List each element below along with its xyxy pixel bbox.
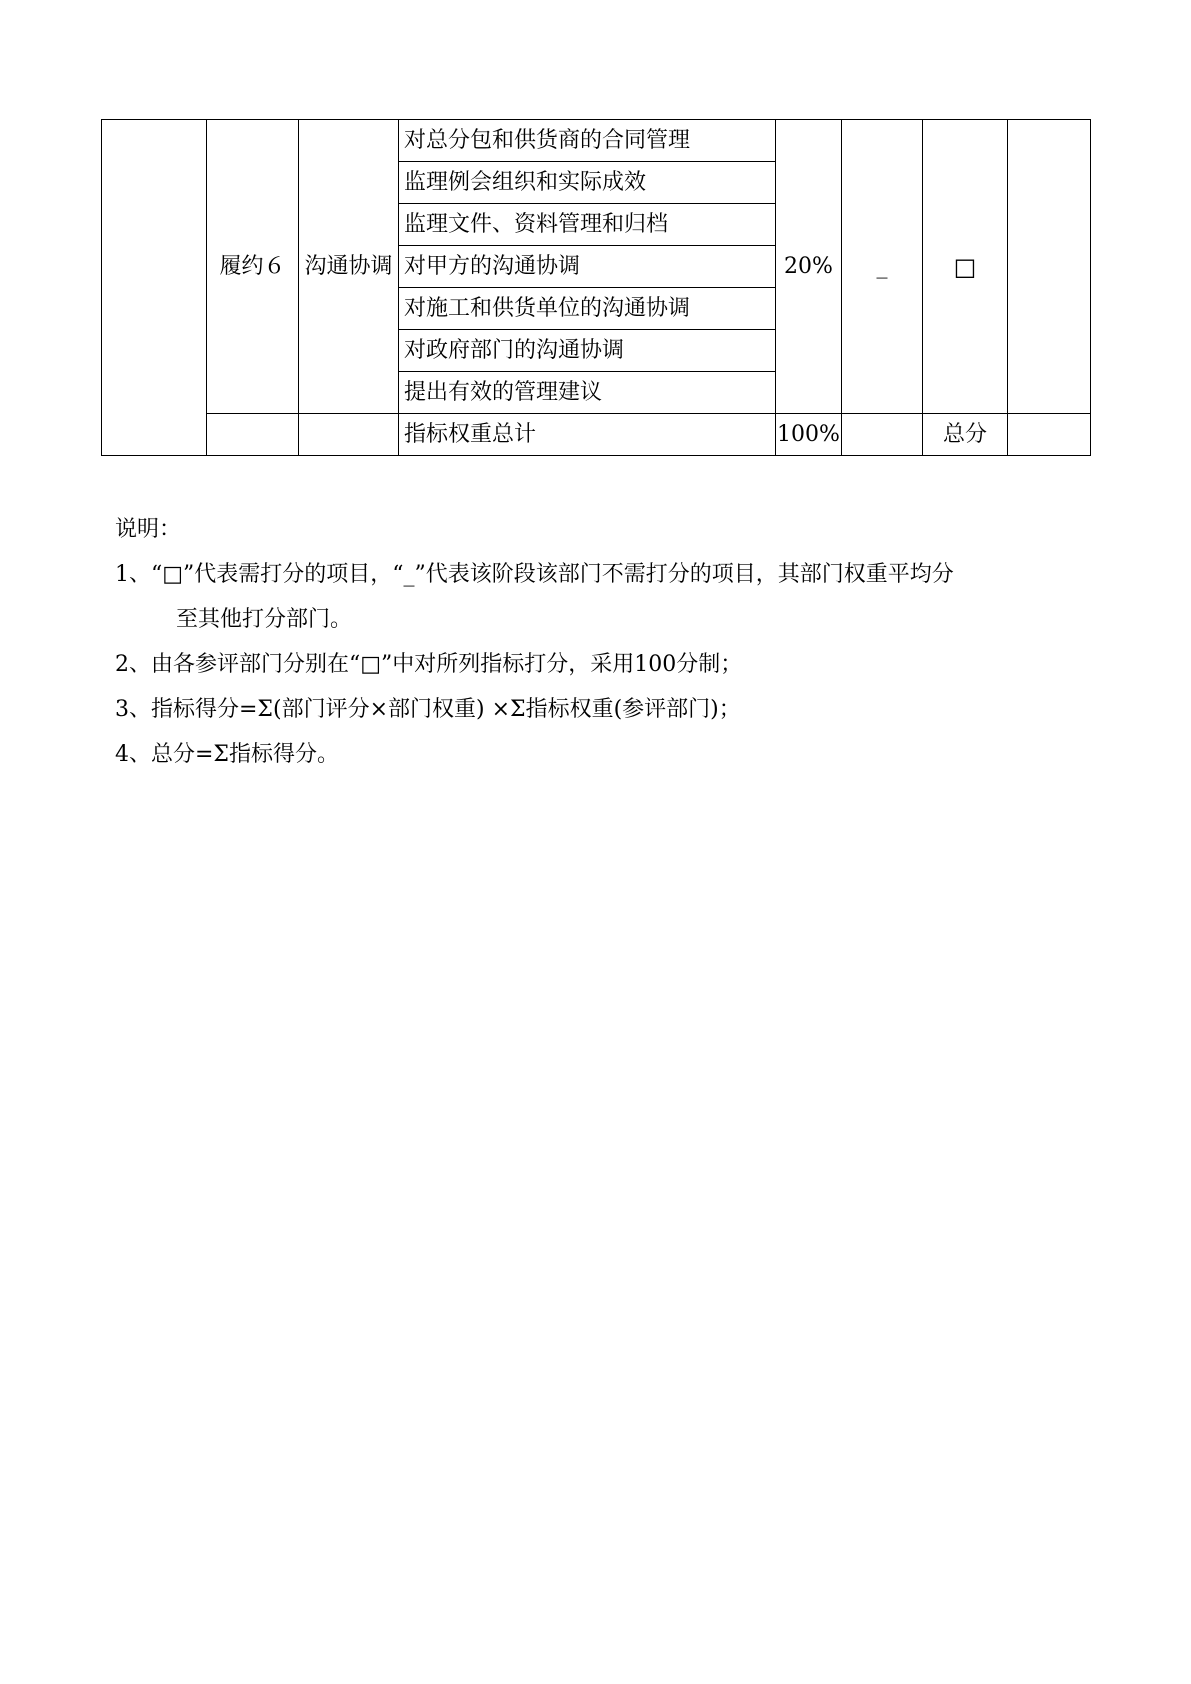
- blank-cell: [207, 414, 299, 456]
- indicator-item: 对总分包和供货商的合同管理: [399, 120, 776, 162]
- blank-last-column-cell: [1008, 120, 1091, 414]
- indicator-item: 对政府部门的沟通协调: [399, 330, 776, 372]
- stage-cell: 履约６: [207, 120, 299, 414]
- total-label-cell: 指标权重总计: [399, 414, 776, 456]
- score-checkbox[interactable]: □: [923, 120, 1008, 414]
- indicator-item: 监理例会组织和实际成效: [399, 162, 776, 204]
- indicator-item: 监理文件、资料管理和归档: [399, 204, 776, 246]
- total-score-input-cell[interactable]: [1008, 414, 1091, 456]
- evaluation-table: [101, 119, 1091, 456]
- total-weight-cell: 100%: [776, 414, 842, 456]
- blank-cell: [299, 414, 399, 456]
- note-1-text: 1、“□”代表需打分的项目，“_”代表该阶段该部门不需打分的项目，其部门权重平均分: [115, 562, 954, 587]
- note-2: 2、由各参评部门分别在“□”中对所列指标打分，采用100分制；: [115, 652, 743, 677]
- note-4: 4、总分=Σ指标得分。: [115, 742, 339, 767]
- dept-a-mark-cell: _: [842, 120, 923, 414]
- note-1-continuation: 至其他打分部门。: [176, 607, 353, 632]
- total-row: [102, 414, 1091, 456]
- note-3: 3、指标得分=Σ(部门评分×部门权重) ×Σ指标权重(参评部门)；: [115, 697, 741, 722]
- indicator-item: 对施工和供货单位的沟通协调: [399, 288, 776, 330]
- table-row: [102, 120, 1091, 162]
- indicator-item: 提出有效的管理建议: [399, 372, 776, 414]
- category-cell: 沟通协调: [299, 120, 399, 414]
- total-score-label-cell: 总分: [923, 414, 1008, 456]
- weight-cell: 20%: [776, 120, 842, 414]
- note-1: [115, 561, 1100, 634]
- indicator-item: 对甲方的沟通协调: [399, 246, 776, 288]
- notes-heading: 说明：: [115, 517, 182, 542]
- notes-section: [115, 516, 1100, 786]
- blank-first-column-cell: [102, 120, 207, 456]
- blank-cell: [842, 414, 923, 456]
